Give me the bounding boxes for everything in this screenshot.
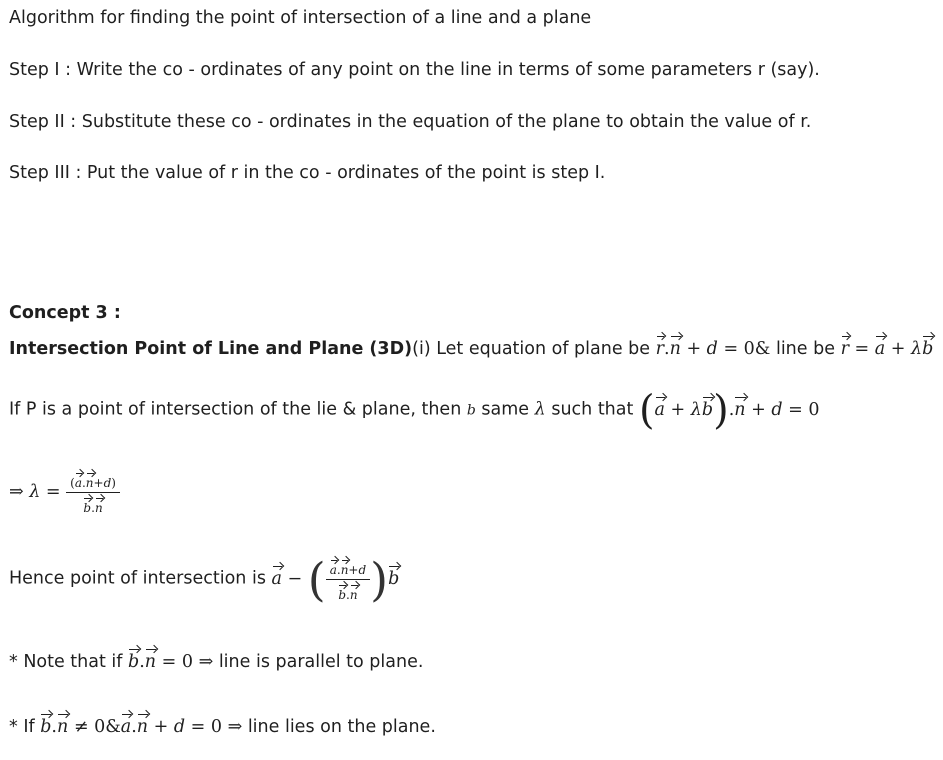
concept-heading: Concept 3 : (9, 303, 121, 323)
b-symbol: b (466, 402, 476, 419)
point-equation: (a + λb).n + d = 0 (638, 387, 820, 433)
note2-equation: b.n ≠ 0&a.n + d = 0 ⇒ (40, 717, 242, 737)
note1-prefix: * Note that if (9, 652, 123, 672)
note1-suffix: line is parallel to plane. (218, 652, 424, 672)
note1-equation: b.n = 0 ⇒ (128, 652, 213, 672)
p-text-3: such that (551, 399, 634, 420)
hence-text: Hence point of intersection is (9, 568, 266, 589)
step-two: Step II : Substitute these co - ordinates in the equation of the plane to obtain the value of r. (9, 112, 812, 132)
p-text-1: If P is a point of intersection of the lie & plane, then (9, 399, 462, 420)
p-text-2: same (481, 399, 530, 420)
document-title: Algorithm for finding the point of intersection of a line and a plane (9, 8, 592, 28)
lambda-symbol: λ (534, 399, 546, 420)
lambda-formula: ⇒ λ = $\frac{(a.n+d)}{b.n}$ (9, 470, 120, 515)
plane-equation: r.n + d = 0& (656, 339, 771, 359)
step-three: Step III : Put the value of r in the co - ordinates of the point is step I. (9, 163, 606, 183)
point-line (9, 387, 820, 433)
lambda-fraction: $\frac{(a.n+d)}{b.n}$ (66, 470, 120, 515)
note2-suffix: line lies on the plane. (247, 717, 436, 737)
intersection-text-1: (i) Let equation of plane be (412, 339, 651, 359)
line-equation: r = a + λb (841, 339, 934, 359)
intersection-text-2: line be (775, 339, 835, 359)
note-one (9, 646, 423, 672)
hence-line (9, 552, 400, 606)
step-one: Step I : Write the co - ordinates of any point on the line in terms of some parameters r (say). (9, 60, 820, 80)
note-two (9, 711, 436, 737)
intersection-heading: Intersection Point of Line and Plane (3D) (9, 339, 413, 359)
intersection-line (9, 333, 933, 359)
intersection-point-formula: a − ( $\frac{a.n+d}{b.n}$ )b (271, 552, 400, 606)
note2-prefix: * If (9, 717, 35, 737)
